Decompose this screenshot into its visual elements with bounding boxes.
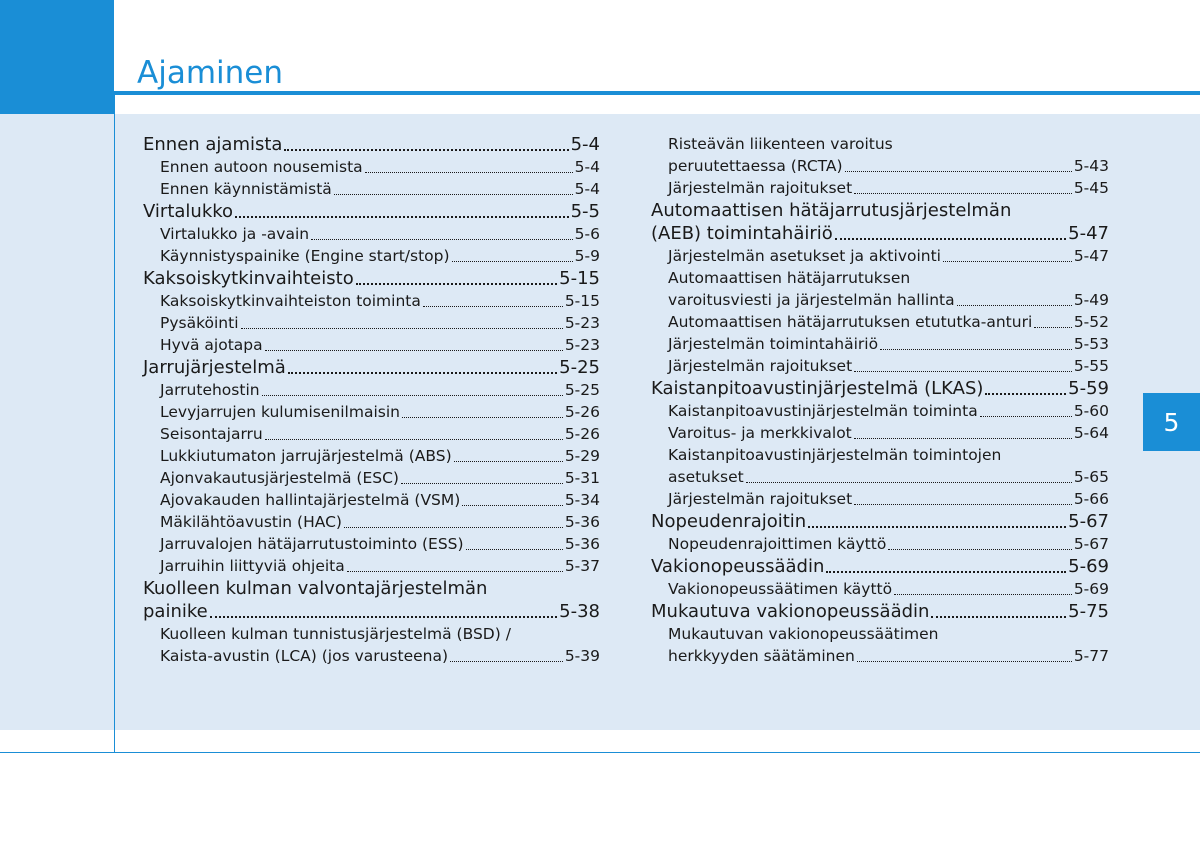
toc-entry-sub[interactable] <box>651 177 1109 199</box>
toc-entry-sub[interactable] <box>143 623 600 667</box>
toc-entry-title: Virtalukko ja -avain <box>160 225 310 243</box>
toc-entry-title: Jarruvalojen hätäjarrutustoiminto (ESS) <box>160 535 464 553</box>
toc-entry-main[interactable] <box>143 356 600 379</box>
toc-entry-title: Jarrujärjestelmä <box>143 357 286 378</box>
toc-page-number: 5-31 <box>564 469 600 487</box>
dot-leader <box>854 504 1072 505</box>
toc-entry-title: Järjestelmän rajoitukset <box>668 179 853 197</box>
toc-page-number: 5-47 <box>1073 247 1109 265</box>
dot-leader <box>845 171 1072 172</box>
toc-entry-sub[interactable] <box>143 245 600 267</box>
toc-page-number: 5-37 <box>564 557 600 575</box>
dot-leader <box>957 305 1072 306</box>
toc-entry-title: Mukautuva vakionopeussäädin <box>651 601 930 622</box>
toc-entry-sub[interactable] <box>143 511 600 533</box>
dot-leader <box>854 193 1072 194</box>
toc-entry-title: Ajonvakautusjärjestelmä (ESC) <box>160 469 399 487</box>
toc-entry-main[interactable] <box>651 199 1109 245</box>
toc-column-right <box>651 133 1109 667</box>
toc-entry-sub[interactable] <box>143 555 600 577</box>
toc-page-number: 5-25 <box>564 381 600 399</box>
toc-entry-sub[interactable] <box>651 400 1109 422</box>
toc-entry-title: Vakionopeussäätimen käyttö <box>668 580 893 598</box>
dot-leader <box>880 349 1072 350</box>
toc-entry-sub[interactable] <box>143 223 600 245</box>
dot-leader <box>450 661 563 662</box>
toc-page-number: 5-69 <box>1073 580 1109 598</box>
toc-entry-sub[interactable] <box>143 467 600 489</box>
toc-entry-title: Järjestelmän rajoitukset <box>668 357 853 375</box>
toc-entry-sub[interactable] <box>651 533 1109 555</box>
toc-page-number: 5-47 <box>1068 223 1109 244</box>
toc-page-number: 5-4 <box>570 134 600 155</box>
toc-entry-title: Kaksoiskytkinvaihteiston toiminta <box>160 292 421 310</box>
toc-entry-title: Levyjarrujen kulumisenilmaisin <box>160 403 400 421</box>
toc-page-number: 5-26 <box>564 403 600 421</box>
toc-entry-sub[interactable] <box>651 623 1109 667</box>
dot-leader <box>746 482 1072 483</box>
toc-entry-main[interactable] <box>651 377 1109 400</box>
toc-entry-sub[interactable] <box>651 355 1109 377</box>
toc-entry-main[interactable] <box>143 200 600 223</box>
toc-entry-title: Seisontajarru <box>160 425 263 443</box>
toc-entry-title: Virtalukko <box>143 201 234 222</box>
toc-entry-main[interactable] <box>651 555 1109 578</box>
toc-entry-sub[interactable] <box>651 444 1109 488</box>
toc-page-number: 5-52 <box>1073 313 1109 331</box>
toc-page-number: 5-60 <box>1073 402 1109 420</box>
toc-entry-title: Ennen autoon nousemista <box>160 158 363 176</box>
toc-entry-title: Pysäköinti <box>160 314 239 332</box>
toc-entry-title: painike <box>143 601 208 622</box>
toc-page-number: 5-38 <box>559 601 600 622</box>
toc-page-number: 5-59 <box>1068 378 1109 399</box>
toc-page-number: 5-39 <box>564 647 600 665</box>
dot-leader <box>1034 327 1072 328</box>
toc-page-number: 5-55 <box>1073 357 1109 375</box>
toc-entry-title: asetukset <box>668 468 744 486</box>
toc-entry-title: Lukkiutumaton jarrujärjestelmä (ABS) <box>160 447 452 465</box>
dot-leader <box>857 661 1072 662</box>
dot-leader <box>265 439 563 440</box>
toc-page-number: 5-36 <box>564 513 600 531</box>
toc-entry-title-line: Kuolleen kulman valvontajärjestelmän <box>143 578 488 599</box>
dot-leader <box>334 194 573 195</box>
title-rule <box>114 91 1200 95</box>
dot-leader <box>980 416 1072 417</box>
toc-page-number: 5-15 <box>564 292 600 310</box>
toc-entry-sub[interactable] <box>143 334 600 356</box>
toc-page-number: 5-69 <box>1068 556 1109 577</box>
dot-leader <box>985 393 1066 395</box>
toc-entry-title-line: Risteävän liikenteen varoitus <box>668 135 893 153</box>
toc-entry-sub[interactable] <box>651 333 1109 355</box>
toc-entry-sub[interactable] <box>651 488 1109 510</box>
dot-leader <box>454 461 563 462</box>
dot-leader <box>888 549 1072 550</box>
toc-entry-title: Kaistanpitoavustinjärjestelmä (LKAS) <box>651 378 984 399</box>
toc-entry-title-line: Mukautuvan vakionopeussäätimen <box>668 625 939 643</box>
toc-page-number: 5-6 <box>574 225 600 243</box>
toc-entry-title: (AEB) toimintahäiriö <box>651 223 833 244</box>
dot-leader <box>402 417 563 418</box>
toc-entry-sub[interactable] <box>143 379 600 401</box>
toc-entry-main[interactable] <box>143 133 600 156</box>
toc-entry-sub[interactable] <box>651 311 1109 333</box>
toc-entry-title: herkkyyden säätäminen <box>668 647 855 665</box>
dot-leader <box>462 505 563 506</box>
toc-entry-title: Kaista-avustin (LCA) (jos varusteena) <box>160 647 449 665</box>
dot-leader <box>288 372 557 374</box>
toc-page-number: 5-36 <box>564 535 600 553</box>
toc-entry-title-line: Kuolleen kulman tunnistusjärjestelmä (BSD) / <box>160 625 511 643</box>
dot-leader <box>347 571 563 572</box>
dot-leader <box>854 438 1072 439</box>
toc-entry-title: Ennen ajamista <box>143 134 283 155</box>
dot-leader <box>452 261 573 262</box>
toc-page-number: 5-43 <box>1073 157 1109 175</box>
toc-page-number: 5-67 <box>1073 535 1109 553</box>
toc-entry-sub[interactable] <box>143 401 600 423</box>
toc-entry-title: Jarrutehostin <box>160 381 260 399</box>
toc-entry-sub[interactable] <box>143 156 600 178</box>
dot-leader <box>344 527 563 528</box>
corner-color-block <box>0 0 114 114</box>
toc-page-number: 5-75 <box>1068 601 1109 622</box>
toc-page-number: 5-64 <box>1073 424 1109 442</box>
toc-entry-title: Ennen käynnistämistä <box>160 180 332 198</box>
dot-leader <box>894 594 1072 595</box>
dot-leader <box>210 616 557 618</box>
toc-page-number: 5-34 <box>564 491 600 509</box>
toc-entry-title: Varoitus- ja merkkivalot <box>668 424 852 442</box>
toc-entry-sub[interactable] <box>651 422 1109 444</box>
toc-entry-main[interactable] <box>143 267 600 290</box>
dot-leader <box>931 616 1066 618</box>
toc-entry-main[interactable] <box>651 510 1109 533</box>
toc-page-number: 5-26 <box>564 425 600 443</box>
dot-leader <box>835 238 1066 240</box>
toc-page-number: 5-9 <box>574 247 600 265</box>
dot-leader <box>808 526 1066 528</box>
toc-entry-title: Hyvä ajotapa <box>160 336 263 354</box>
toc-page-number: 5-4 <box>574 180 600 198</box>
toc-page-number: 5-5 <box>570 201 600 222</box>
dot-leader <box>262 395 563 396</box>
dot-leader <box>241 328 563 329</box>
dot-leader <box>466 549 563 550</box>
toc-page-number: 5-77 <box>1073 647 1109 665</box>
toc-entry-title: Järjestelmän rajoitukset <box>668 490 853 508</box>
toc-entry-title: Järjestelmän asetukset ja aktivointi <box>668 247 941 265</box>
dot-leader <box>235 216 569 218</box>
dot-leader <box>356 283 557 285</box>
toc-entry-title: Ajovakauden hallintajärjestelmä (VSM) <box>160 491 461 509</box>
toc-entry-main[interactable] <box>651 600 1109 623</box>
toc-entry-title: Automaattisen hätäjarrutuksen etututka-anturi <box>668 313 1033 331</box>
toc-page-number: 5-45 <box>1073 179 1109 197</box>
dot-leader <box>826 571 1066 573</box>
toc-entry-title-line: Automaattisen hätäjarrutusjärjestelmän <box>651 200 1012 221</box>
toc-entry-title: Kaksoiskytkinvaihteisto <box>143 268 354 289</box>
bottom-rule <box>0 752 1200 753</box>
toc-entry-title: Nopeudenrajoittimen käyttö <box>668 535 887 553</box>
dot-leader <box>284 149 568 151</box>
toc-column-left <box>143 133 600 667</box>
toc-page-number: 5-53 <box>1073 335 1109 353</box>
toc-page-number: 5-25 <box>559 357 600 378</box>
toc-page-number: 5-23 <box>564 314 600 332</box>
toc-entry-main[interactable] <box>143 577 600 623</box>
toc-page-number: 5-4 <box>574 158 600 176</box>
toc-entry-title-line: Automaattisen hätäjarrutuksen <box>668 269 911 287</box>
toc-entry-title: Nopeudenrajoitin <box>651 511 807 532</box>
toc-entry-sub[interactable] <box>651 133 1109 177</box>
toc-entry-title: Jarruihin liittyviä ohjeita <box>160 557 345 575</box>
toc-entry-sub[interactable] <box>143 423 600 445</box>
toc-page-number: 5-65 <box>1073 468 1109 486</box>
toc-entry-sub[interactable] <box>143 290 600 312</box>
toc-entry-sub[interactable] <box>143 489 600 511</box>
toc-entry-title: Käynnistyspainike (Engine start/stop) <box>160 247 450 265</box>
dot-leader <box>311 239 573 240</box>
dot-leader <box>423 306 563 307</box>
toc-page-number: 5-29 <box>564 447 600 465</box>
toc-page-number: 5-49 <box>1073 291 1109 309</box>
dot-leader <box>854 371 1072 372</box>
toc-entry-title: Vakionopeussäädin <box>651 556 825 577</box>
toc-entry-sub[interactable] <box>143 445 600 467</box>
toc-entry-sub[interactable] <box>651 267 1109 311</box>
toc-entry-title: varoitusviesti ja järjestelmän hallinta <box>668 291 955 309</box>
toc-entry-title: peruutettaessa (RCTA) <box>668 157 843 175</box>
toc-entry-sub[interactable] <box>651 245 1109 267</box>
toc-page-number: 5-67 <box>1068 511 1109 532</box>
chapter-tab[interactable]: 5 <box>1143 393 1200 451</box>
toc-entry-title: Mäkilähtöavustin (HAC) <box>160 513 342 531</box>
dot-leader <box>365 172 573 173</box>
toc-entry-title: Järjestelmän toimintahäiriö <box>668 335 879 353</box>
toc-page-number: 5-66 <box>1073 490 1109 508</box>
toc-page-number: 5-15 <box>559 268 600 289</box>
toc-entry-title: Kaistanpitoavustinjärjestelmän toiminta <box>668 402 978 420</box>
left-margin-line <box>114 91 115 752</box>
toc-entry-sub[interactable] <box>651 578 1109 600</box>
toc-entry-sub[interactable] <box>143 312 600 334</box>
page-title: Ajaminen <box>137 55 283 91</box>
dot-leader <box>265 350 563 351</box>
toc-page-number: 5-23 <box>564 336 600 354</box>
toc-entry-sub[interactable] <box>143 178 600 200</box>
toc-entry-sub[interactable] <box>143 533 600 555</box>
toc-entry-title-line: Kaistanpitoavustinjärjestelmän toimintojen <box>668 446 1002 464</box>
dot-leader <box>401 483 563 484</box>
dot-leader <box>943 261 1072 262</box>
